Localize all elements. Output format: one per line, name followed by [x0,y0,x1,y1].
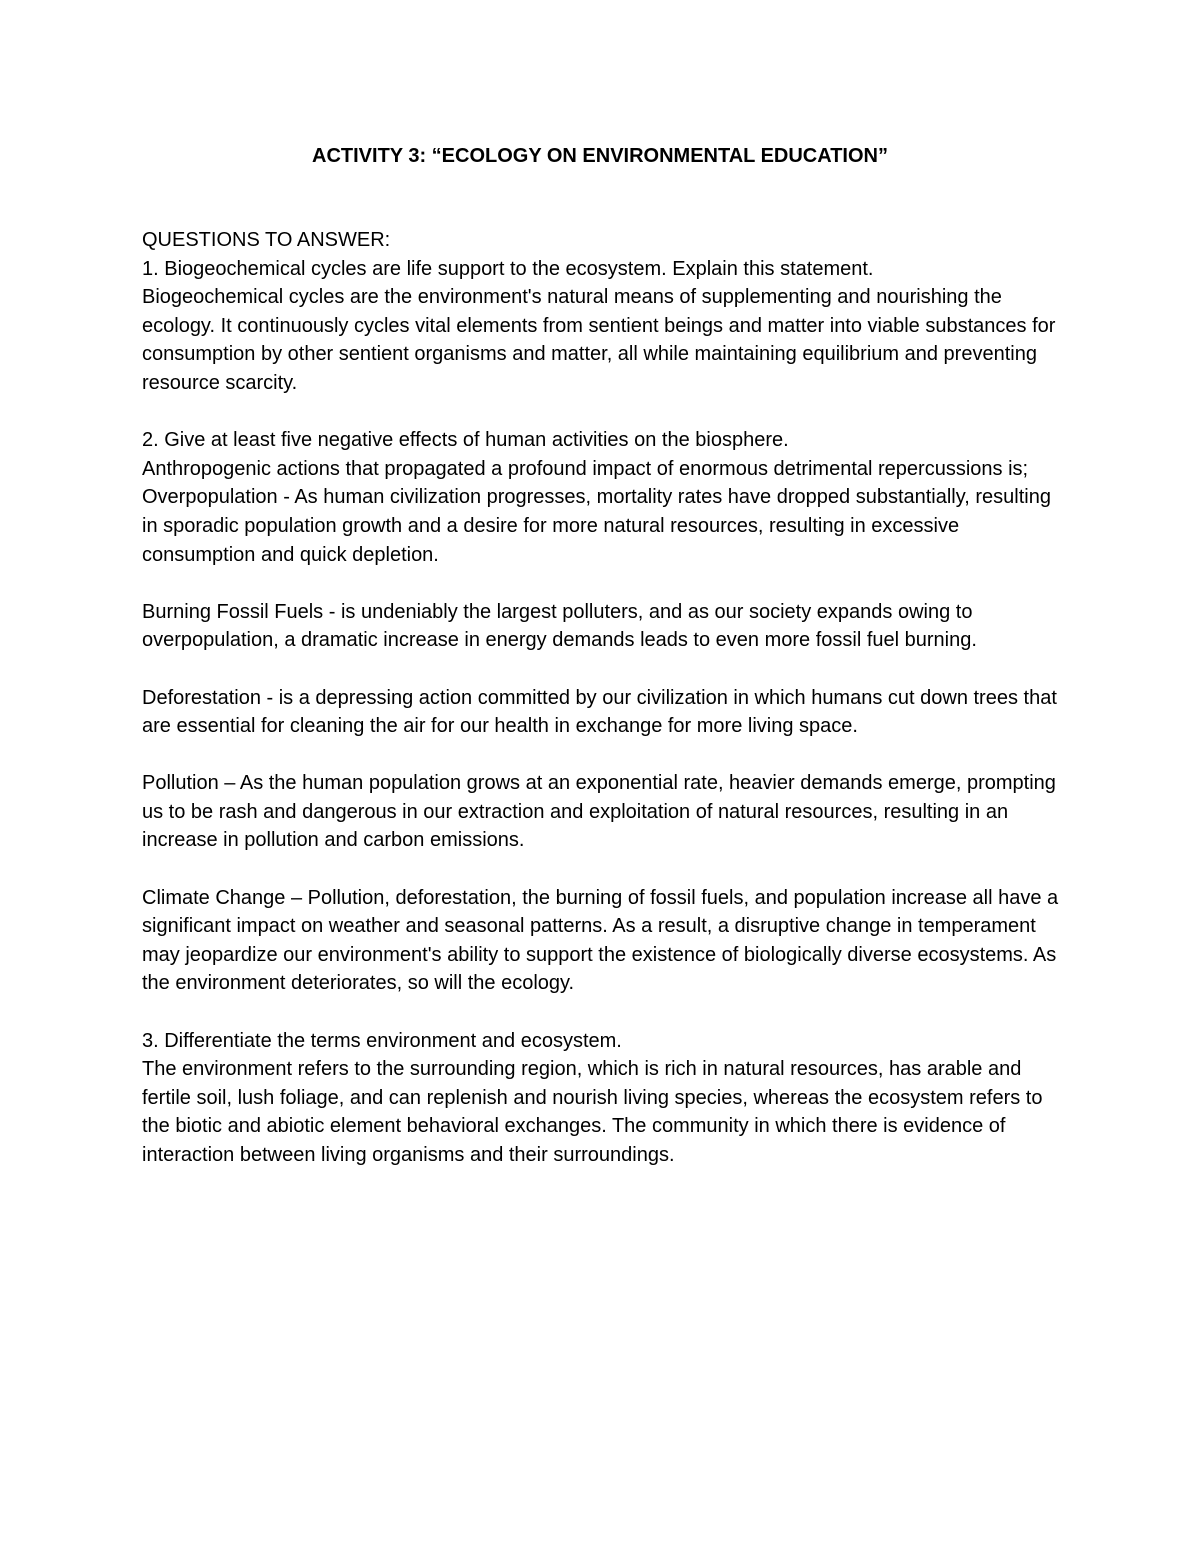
effect-deforestation: Deforestation - is a depressing action committed by our civilization in which humans cut down trees that are essential for cleaning the air for our health in exchange for more living space. [142,686,1057,738]
answer-2-intro: Anthropogenic actions that propagated a profound impact of enormous detrimental repercussions is; [142,457,1029,480]
effect-overpopulation: Overpopulation - As human civilization progresses, mortality rates have dropped substantially, resulting in sporadic population growth and a desire for more natural resources, resulting in excessive consumption and quick depletion. [142,486,1051,566]
paragraph-spacer [142,398,1072,427]
paragraph-spacer [142,998,1072,1027]
question-2: 2. Give at least five negative effects of human activities on the biosphere. [142,429,789,452]
answer-1: Biogeochemical cycles are the environment's natural means of supplementing and nourishing the ecology. It continuously cycles vital elements from sentient beings and matter into viable substances for consumption by other sentient organisms and matter, all while maintaining equilibrium and preventing resource scarcity. [142,286,1056,394]
questions-heading: QUESTIONS TO ANSWER: [142,229,391,251]
paragraph-spacer [142,855,1072,884]
answer-3: The environment refers to the surrounding region, which is rich in natural resources, has arable and fertile soil, lush foliage, and can replenish and nourish living species, whereas the ecosystem refers to the biotic and abiotic element behavioral exchanges. The community in which there is evidence of interaction between living organisms and their surroundings. [142,1058,1043,1166]
paragraph-spacer [142,655,1072,684]
effect-climate-change: Climate Change – Pollution, deforestation, the burning of fossil fuels, and population increase all have a significant impact on weather and seasonal patterns. As a result, a disruptive change in temperament may jeopardize our environment's ability to support the existence of biologically diverse ecosystems. As the environment deteriorates, so will the ecology. [142,886,1059,995]
question-1: 1. Biogeochemical cycles are life support to the ecosystem. Explain this statement. [142,257,874,280]
question-3: 3. Differentiate the terms environment and ecosystem. [142,1029,622,1052]
paragraph-spacer [142,741,1072,770]
document-body [142,226,1072,1170]
document-title: ACTIVITY 3: “ECOLOGY ON ENVIRONMENTAL EDUCATION” [312,145,888,167]
effect-fossil-fuels: Burning Fossil Fuels - is undeniably the largest polluters, and as our society expands owing to overpopulation, a dramatic increase in energy demands leads to even more fossil fuel burning. [142,600,977,652]
effect-pollution: Pollution – As the human population grows at an exponential rate, heavier demands emerge, prompting us to be rash and dangerous in our extraction and exploitation of natural resources, resulting in an increase in pollution and carbon emissions. [142,772,1056,852]
paragraph-spacer [142,569,1072,598]
